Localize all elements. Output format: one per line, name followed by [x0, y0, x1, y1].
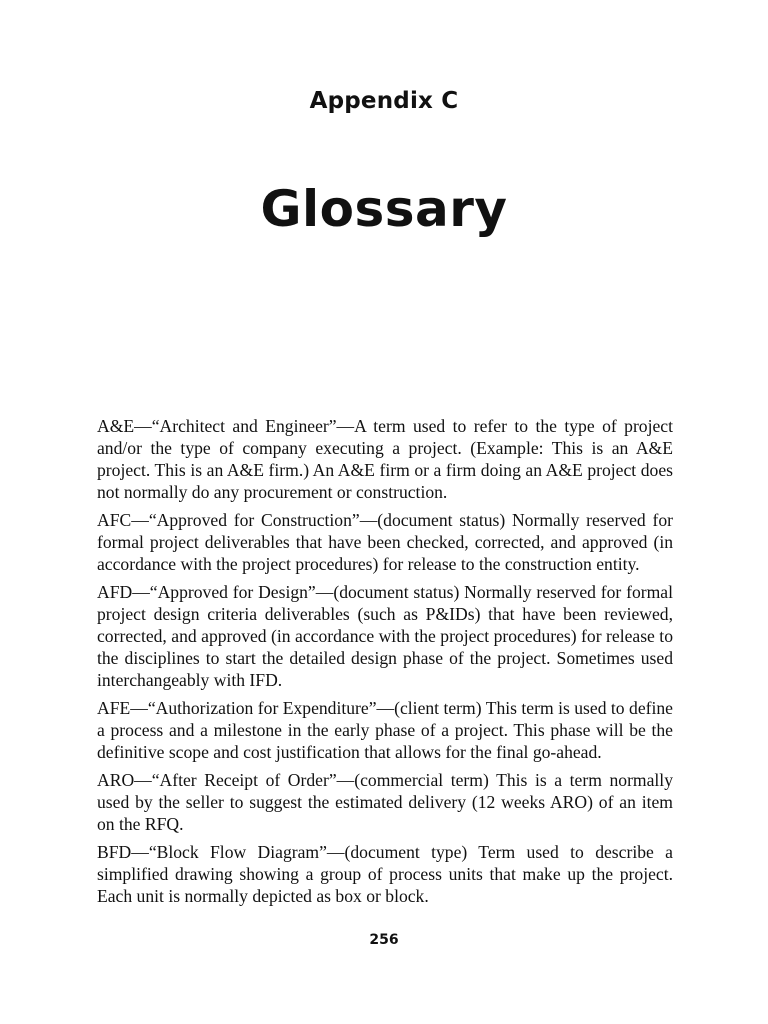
page-title: Glossary: [260, 180, 508, 238]
glossary-entry-afc: AFC—“Approved for Construction”—(document status) Normally reserved for formal project deliverables that have been checked, corrected, and approved (in accordance with the project procedures) for release to the construction entity.: [97, 510, 673, 574]
appendix-label: Appendix C: [309, 88, 459, 114]
glossary-entry-aro: ARO—“After Receipt of Order”—(commercial term) This is a term normally used by the seller to suggest the estimated delivery (12 weeks ARO) of an item on the RFQ.: [97, 770, 673, 834]
glossary-list: [97, 415, 673, 913]
glossary-entry-ae: A&E—“Architect and Engineer”—A term used to refer to the type of project and/or the type of company executing a project. (Example: This is an A&E project. This is an A&E firm.) An A&E firm or a firm doing an A&E project does not normally do any procurement or construction.: [97, 416, 673, 502]
glossary-entry-afe: AFE—“Authorization for Expenditure”—(client term) This term is used to define a process and a milestone in the early phase of a project. This phase will be the definitive scope and cost justification that allows for the final go-ahead.: [97, 698, 673, 762]
glossary-entry-afd: AFD—“Approved for Design”—(document status) Normally reserved for formal project design criteria deliverables (such as P&IDs) that have been reviewed, corrected, and approved (in accordance with the project procedures) for release to the disciplines to start the detailed design phase of the project. Sometimes used interchangeably with IFD.: [97, 582, 673, 690]
page-number: 256: [369, 932, 399, 948]
glossary-entry-bfd: BFD—“Block Flow Diagram”—(document type) Term used to describe a simplified drawing showing a group of process units that make up the project. Each unit is normally depicted as box or block.: [97, 842, 673, 906]
